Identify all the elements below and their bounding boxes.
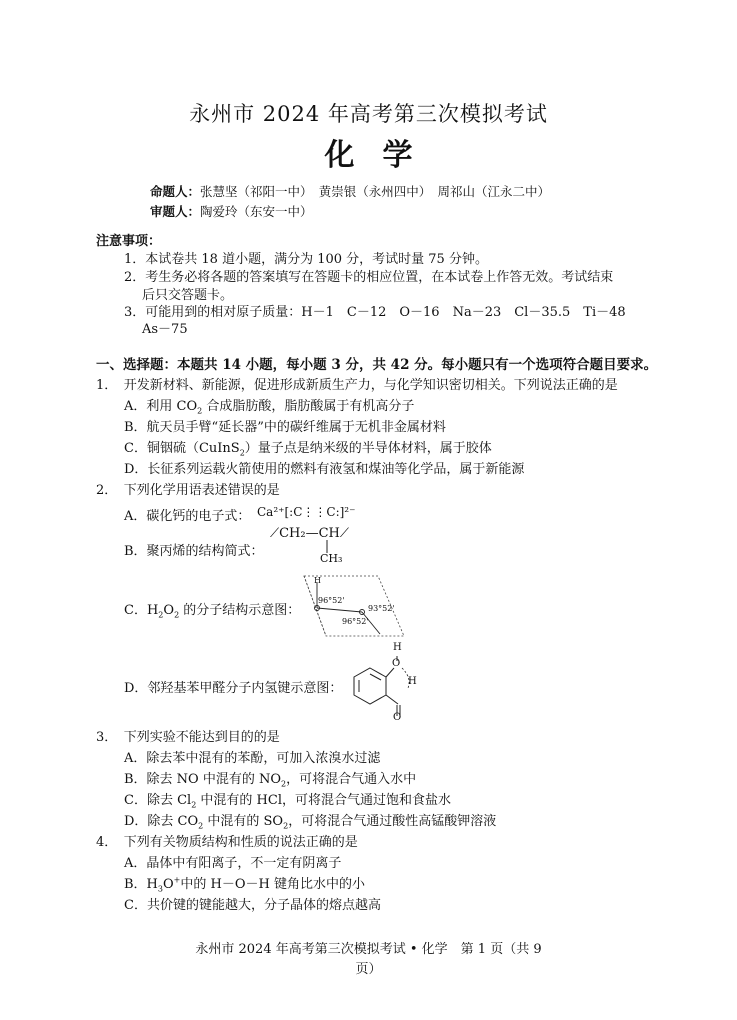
q3-option-c: C．除去 $Cl_2$ 中混有的 HCl，可将混合气通过饱和食盐水 [124,793,451,810]
polypropylene-branch-bond [325,540,329,554]
hbond-h-top: H [393,642,402,653]
q3-option-b: B．除去 NO 中混有的 $NO_2$，可将混合气通入水中 [124,772,417,789]
polypropylene-methyl: CH₃ [320,552,343,565]
hydroxybenzaldehyde-structure [350,650,420,726]
section-heading: 一、选择题：本题共 14 小题，每小题 3 分，共 42 分。每小题只有一个选项符合题目要求。 [96,357,658,373]
h2o2-angle-3: 96°52' [342,617,369,626]
h2o2-angle-2: 93°52' [368,604,395,613]
q1-option-b: B．航天员手臂“延长器”中的碳纤维属于无机非金属材料 [124,420,446,435]
question-2-stem: 2． 下列化学用语表述错误的是 [96,483,280,498]
reviewer-line [150,202,313,220]
question-3-stem: 3． 下列实验不能达到目的的是 [96,730,280,745]
polypropylene-main-chain: ⟋CH₂—CH⟋ [270,526,349,541]
q2-option-d: D．邻羟基苯甲醛分子内氢键示意图： [124,681,343,696]
h2o2-angle-1: 96°52' [318,596,345,605]
q2-option-a: A．碳化钙的电子式： [124,509,251,524]
setters-names: 张慧坚（祁阳一中） 黄崇银（永州四中） 周祁山（江永二中） [200,184,551,199]
setters-label: 命题人： [150,184,201,199]
notice-item: As－75 [142,322,188,337]
notice-item: 3．可能用到的相对原子质量：H－1 C－12 O－16 Na－23 Cl－35.5 Ti－48 [124,305,626,320]
subject-title: 化学 [324,138,441,173]
question-1-stem: 1． 开发新材料、新能源，促进形成新质生产力，与化学知识密切相关。下列说法正确的是 [96,378,618,393]
hbond-o-top: O [392,658,401,669]
reviewer-label: 审题人： [150,204,201,219]
q3-option-d: D．除去 $CO_2$ 中混有的 $SO_2$，可将混合气通过酸性高锰酸钾溶液 [124,814,497,831]
q1-option-c: C．铜铟硫（CuInS$_2$）量子点是纳米级的半导体材料，属于胶体 [124,441,492,458]
calcium-carbide-formula: Ca²⁺[:C⋮⋮C:]²⁻ [257,505,356,519]
hbond-h-side: H [408,676,417,687]
q2-option-c: C．$H_2O_2$ 的分子结构示意图： [124,603,301,620]
q3-option-a: A．除去苯中混有的苯酚，可加入浓溴水过滤 [124,751,381,766]
q1-option-d: D．长征系列运载火箭使用的燃料有液氢和煤油等化学品，属于新能源 [124,462,525,477]
h2o2-h-label: H [314,576,321,585]
question-4-stem: 4． 下列有关物质结构和性质的说法正确的是 [96,835,358,850]
q4-option-b: B．$H_3O^+$中的 H－O－H 键角比水中的小 [124,875,365,894]
notice-item: 2．考生务必将各题的答案填写在答题卡的相应位置，在本试卷上作答无效。考试结束 [124,270,614,285]
q1-option-a: A．利用 $CO_2$ 合成脂肪酸，脂肪酸属于有机高分子 [124,399,415,416]
hbond-o-bottom: O [393,712,402,723]
notice-item: 后只交答题卡。 [142,288,234,303]
page-footer: 永州市 2024 年高考第三次模拟考试 • 化学 第 1 页（共 9 页） [195,942,555,977]
notice-item: 1．本试卷共 18 道小题，满分为 100 分，考试时量 75 分钟。 [124,252,488,267]
q4-option-c: C．共价键的键能越大，分子晶体的熔点越高 [124,898,381,913]
notice-heading: 注意事项： [96,234,162,249]
exam-title: 永州市 2024 年高考第三次模拟考试 [189,102,548,126]
q4-option-a: A．晶体中有阳离子，不一定有阴离子 [124,856,342,871]
q2-option-b: B．聚丙烯的结构简式： [124,544,264,559]
setters-line [150,182,550,200]
reviewer-name: 陶爱玲（东安一中） [200,204,313,219]
